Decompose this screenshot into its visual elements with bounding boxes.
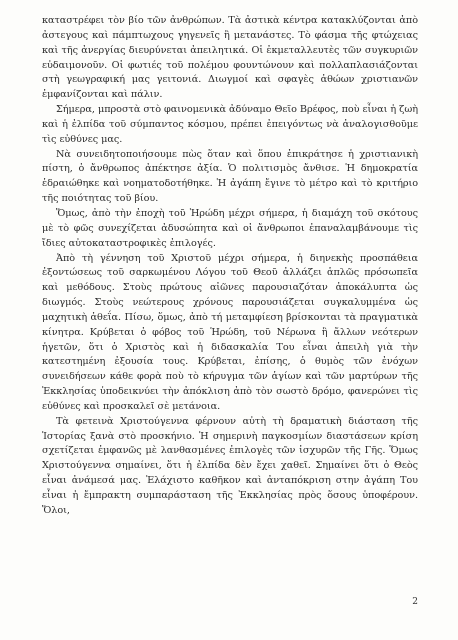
paragraph: Νὰ συνειδητοποιήσουμε πὼς ὅταν καὶ ὅπου ἐπικράτησε ἡ χριστιανικὴ πίστη, ὁ ἄνθρωπος ἀπέκτησε ἀξία. Ὁ πολιτισμὸς ἄνθισε. Ἡ δημοκρατία ἑδραιώθηκε καὶ νοηματοδοτήθηκε. Ἡ ἀγάπη ἔγινε τὸ μέτρο καὶ τὸ κριτήριο τῆς ποιότητας τοῦ βίου. — [42, 148, 418, 205]
page-number: 2 — [412, 597, 418, 607]
body-text — [42, 14, 418, 519]
paragraph: Ἀπὸ τὴ γέννηση τοῦ Χριστοῦ μέχρι σήμερα, ἡ διηνεκὴς προσπάθεια ἐξοντώσεως τοῦ σαρκωμένου Λόγου τοῦ Θεοῦ ἀλλάζει ἁπλῶς πρόσωπεῖα καὶ μεθόδους. Στοὺς πρώτους αἰῶνες παρουσιαζόταν ἀποκάλυπτα ὡς διωγμός. Στοὺς νεώτερους χρόνους παρουσιάζεται συγκαλυμμένα ὡς μαχητικὴ ἀθεΐα. Πίσω, ὅμως, ἀπὸ τή μεταμφίεση βρίσκονται τὰ πραγματικὰ κίνητρα. Κρύβεται ὁ φόβος τοῦ Ἡρώδη, τοῦ Νέρωνα ἢ ἄλλων νεότερων ἡγετῶν, ὅτι ὁ Χριστὸς καὶ ἡ διδασκαλία Του εἶναι ἀπειλὴ γιὰ τὴν κατεστημένη ἐξουσία τους. Κρύβεται, ἐπίσης, ὁ θυμὸς τῶν ἐνόχων συνειδήσεων κάθε φορὰ ποὺ τὸ κήρυγμα τῶν ἁγίων καὶ τῶν μαρτύρων τῆς Ἐκκλησίας ὑποδεικνύει τὴν ἀπόκλιση ἀπὸ τὸν σωστὸ δρόμο, φανερώνει τὶς εὐθύνες καὶ προσκαλεῖ σὲ μετάνοια. — [42, 252, 418, 412]
paragraph: καταστρέφει τὸν βίο τῶν ἀνθρώπων. Τὰ ἀστικὰ κέντρα κατακλύζονται ἀπὸ ἀστεγους καὶ πάμπτωχους γηγενεῖς ἢ μετανάστες. Τὸ φάσμα τῆς φτώχειας καὶ τῆς ἀνεργίας διευρύνεται ἀπειλητικά. Οἱ ἐκμεταλλευτὲς τῶν συγκυριῶν εὐδαιμονοῦν. Οἱ φωτιές τοῦ πολέμου φουντώνουν καὶ πολλαπλασιάζονται στὴ γεωγραφική μας γειτονιά. Διωγμοί καὶ σφαγὲς ἀθώων χριστιανῶν ἐμφανίζονται καὶ πάλιν. — [42, 15, 418, 101]
paragraph: Τὰ φετεινὰ Χριστούγεννα φέρνουν αὐτὴ τὴ δραματικὴ διάσταση τῆς Ἱστορίας ξανὰ στὸ προσκήνιο. Ἡ σημερινὴ παγκοσμίων διαστάσεων κρίση σχετίζεται ἐμφανῶς μὲ λανθασμένες ἐπιλογὲς τῶν ἰσχυρῶν τῆς Γῆς. Ὅμως Χριστούγεννα σημαίνει, ὅτι ἡ ἐλπίδα δὲν ἔχει χαθεῖ. Σημαίνει ὅτι ὁ Θεὸς εἶναι ἀνάμεσά μας. Ἐλάχιστο καθῆκον καὶ ἀνταπόκριση στην ἀγάπη Του εἶναι ἡ ἔμπρακτη συμπαράσταση τῆς Ἐκκλησίας πρὸς ὅσους ὑποφέρουν. Ὅλοι, — [42, 415, 418, 516]
paragraph: Σήμερα, μπροστὰ στὸ φαινομενικὰ ἀδύναμο Θεῖο Βρέφος, ποὺ εἶναι ἡ ζωὴ καὶ ἡ ἐλπίδα τοῦ σύμπαντος κόσμου, πρέπει ἐπειγόντως νὰ ἀναλογισθοῦμε τὶς εὐθύνες μας. — [42, 104, 418, 145]
paragraph: Ὅμως, ἀπὸ τὴν ἐποχὴ τοῦ Ἡρώδη μέχρι σήμερα, ἡ διαμάχη τοῦ σκότους μὲ τὸ φῶς συνεχίζεται ἀδυσώπητα καὶ οἱ ἄνθρωποι ἐπαναλαμβάνουμε τὶς ἴδιες αὐτοκαταστροφικὲς ἐπιλογές. — [42, 207, 418, 249]
